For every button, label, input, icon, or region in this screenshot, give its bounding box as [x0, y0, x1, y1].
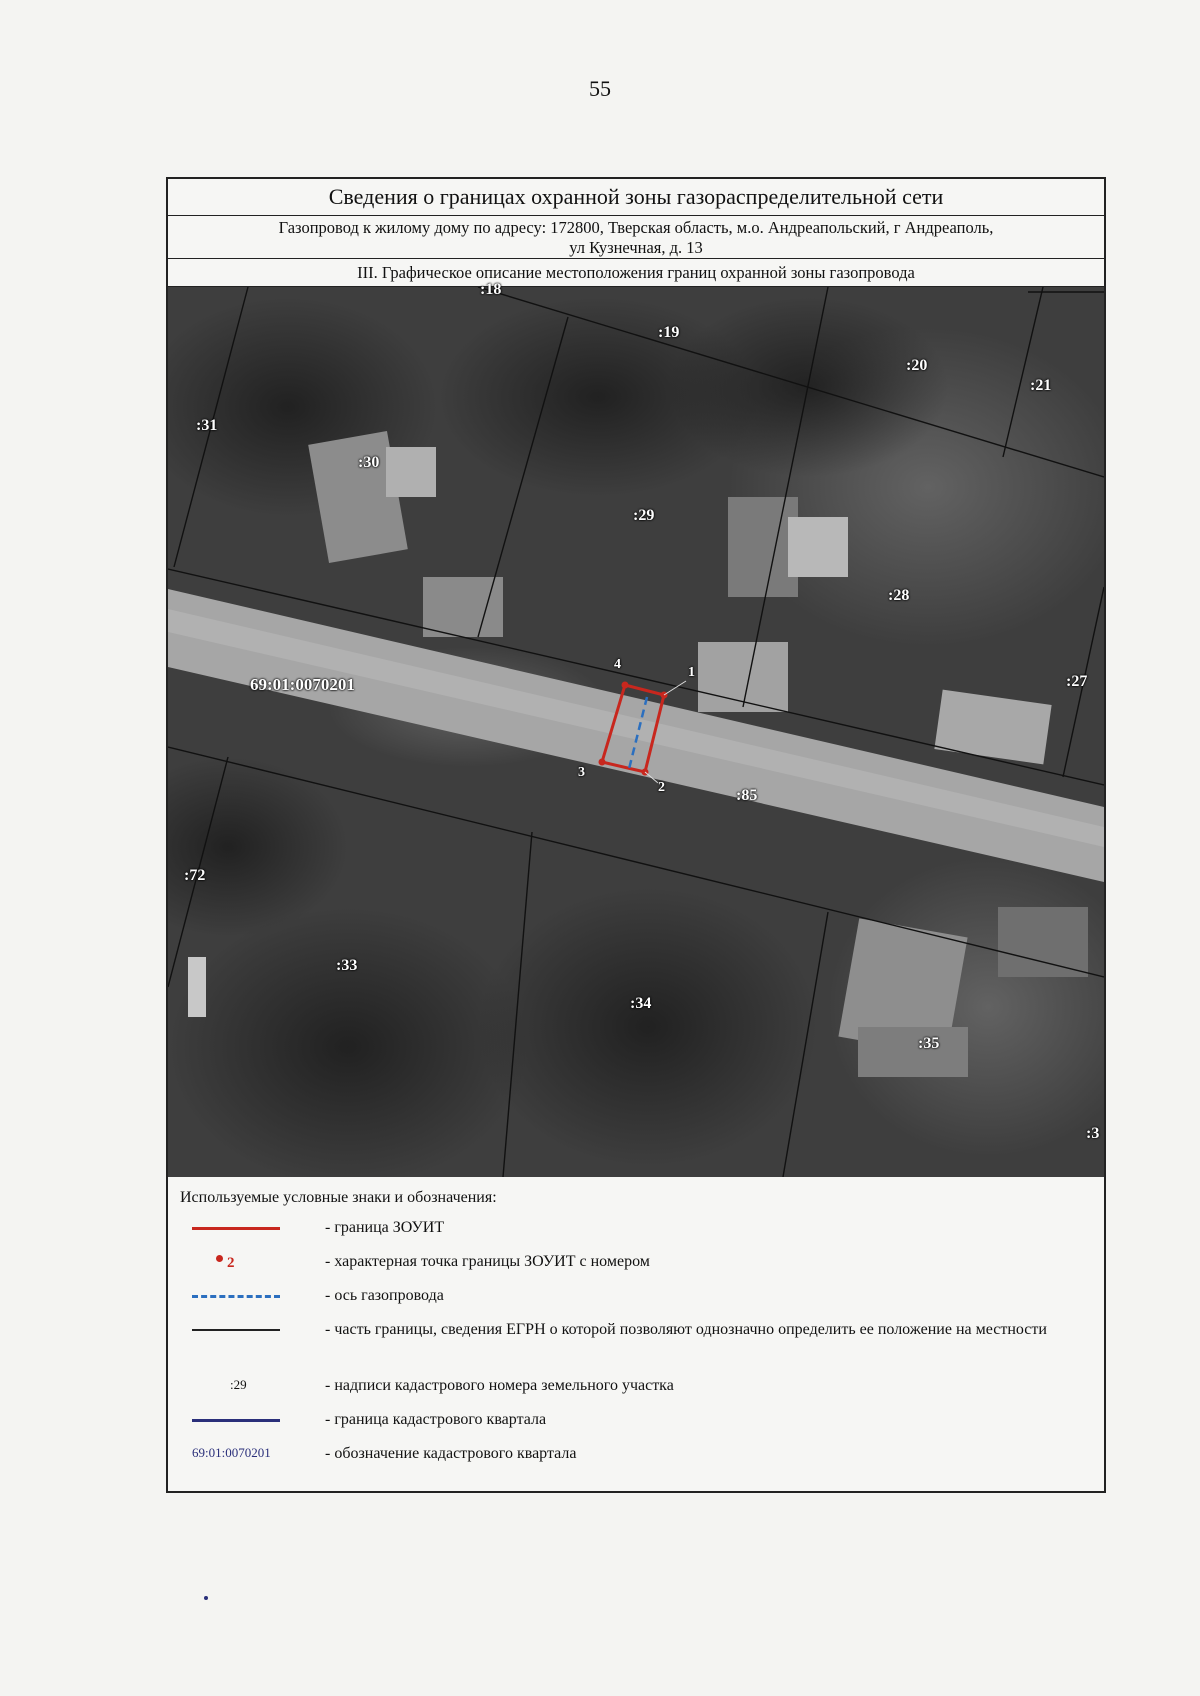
- document-title: Сведения о границах охранной зоны газораспределительной сети: [168, 179, 1104, 216]
- satellite-map: [168, 281, 1104, 1177]
- parcel-label: :3: [1086, 1125, 1100, 1142]
- parcel-number-sample: :29: [230, 1377, 247, 1392]
- document-frame: [166, 177, 1106, 1493]
- legend-item-gas-axis: [180, 1285, 1090, 1319]
- parcel-label: :19: [658, 324, 680, 341]
- parcel-label: :72: [184, 867, 206, 884]
- legend-text: - ось газопровода: [325, 1287, 444, 1304]
- parcel-label: :21: [1030, 377, 1052, 394]
- parcel-label: :28: [888, 587, 910, 604]
- parcel-label: :34: [630, 995, 652, 1012]
- parcel-label: :20: [906, 357, 928, 374]
- legend-item-quarter-number: [180, 1443, 1090, 1477]
- legend-text: - граница кадастрового квартала: [325, 1411, 547, 1428]
- legend-item-quarter-boundary: [180, 1409, 1090, 1443]
- scan-speck: [204, 1596, 208, 1600]
- section-heading: III. Графическое описание местоположения границ охранной зоны газопровода: [168, 259, 1104, 287]
- object-line-1: Газопровод к жилому дому по адресу: 172800, Тверская область, м.о. Андреапольский, г Андреаполь,: [278, 218, 994, 237]
- legend-text: - надписи кадастрового номера земельного участка: [325, 1377, 674, 1394]
- parcel-label: :31: [196, 417, 218, 434]
- parcel-label: :27: [1066, 673, 1088, 690]
- blue-dashed-line-icon: [192, 1295, 280, 1298]
- legend-item-zone-boundary: [180, 1217, 1090, 1251]
- red-point-icon: 2: [216, 1255, 235, 1272]
- object-line-2: ул Кузнечная, д. 13: [569, 238, 703, 257]
- point-label-4: 4: [614, 657, 621, 672]
- legend-item-parcel-boundary: [180, 1319, 1090, 1375]
- page-number: 55: [589, 76, 611, 101]
- object-description: [168, 216, 1104, 259]
- point-label-3: 3: [578, 765, 585, 780]
- legend-text: - часть границы, сведения ЕГРН о которой позволяют однозначно определить ее положение на местности: [325, 1321, 1047, 1338]
- parcel-label: :33: [336, 957, 358, 974]
- legend-text: - граница ЗОУИТ: [325, 1219, 445, 1236]
- legend-text: - обозначение кадастрового квартала: [325, 1445, 577, 1462]
- parcel-label: :29: [633, 507, 655, 524]
- parcel-label: :85: [736, 787, 758, 804]
- quarter-number-sample: 69:01:0070201: [192, 1445, 271, 1460]
- legend-item-boundary-point: [180, 1251, 1090, 1285]
- black-line-icon: [192, 1329, 280, 1331]
- map-labels: [168, 281, 1104, 1177]
- parcel-label: :30: [358, 454, 380, 471]
- legend-item-parcel-number: [180, 1375, 1090, 1409]
- blue-line-icon: [192, 1419, 280, 1422]
- legend-title: Используемые условные знаки и обозначения:: [180, 1189, 497, 1206]
- parcel-label: :18: [480, 281, 502, 298]
- point-label-2: 2: [658, 780, 665, 795]
- legend-text: - характерная точка границы ЗОУИТ с номером: [325, 1253, 650, 1270]
- legend: [180, 1189, 1090, 1477]
- parcel-label: :35: [918, 1035, 940, 1052]
- quarter-label: 69:01:0070201: [250, 675, 355, 694]
- red-line-icon: [192, 1227, 280, 1230]
- point-label-1: 1: [688, 665, 695, 680]
